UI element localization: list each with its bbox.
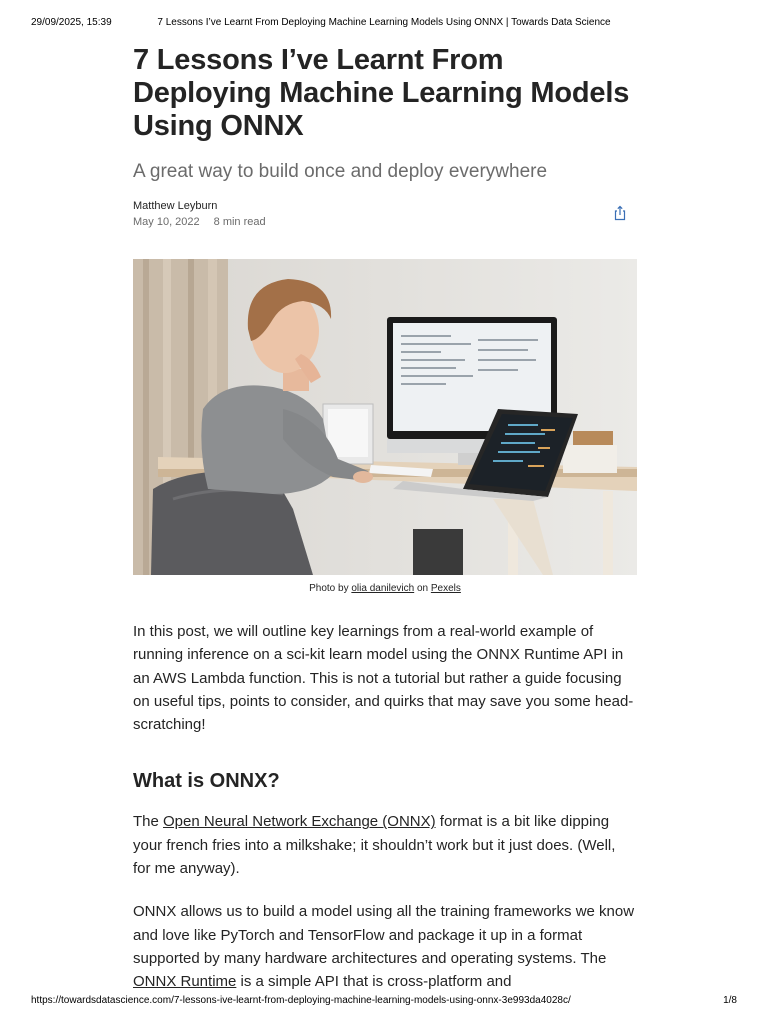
- p2-suffix: format is a bit like dipping your french fries into a milkshake; it shouldn’t work but it just does. (Well, for me anyway).: [133, 813, 616, 878]
- onnx-paragraph-2: [133, 900, 637, 993]
- article-meta: [133, 215, 637, 229]
- print-datetime: 29/09/2025, 15:39: [31, 17, 112, 28]
- author-name[interactable]: Matthew Leyburn: [133, 200, 218, 212]
- print-footer: [31, 995, 737, 1009]
- p2-prefix: The: [133, 813, 164, 831]
- print-url: https://towardsdatascience.com/7-lessons-ive-learnt-from-deploying-machine-learning-models-using-onnx-3e993da4028c/: [31, 995, 571, 1006]
- intro-paragraph: In this post, we will outline key learnings from a real-world example of running inference on a sci-kit learn model using the ONNX Runtime API in an AWS Lambda function. This is not a tutorial but rather a guide focusing on useful tips, points to consider, and quirks that may save you some head-scratching!: [133, 623, 634, 734]
- caption-prefix: Photo by: [309, 583, 352, 594]
- publish-date: May 10, 2022: [133, 216, 200, 228]
- p3-prefix: ONNX allows us to build a model using all the training frameworks we know and love like PyTorch and TensorFlow and package it up in a format supported by many hardware architectures and operating systems. The: [133, 903, 635, 967]
- onnx-link[interactable]: Open Neural Network Exchange (ONNX): [163, 813, 436, 831]
- photographer-link[interactable]: olia danilevich: [351, 583, 415, 594]
- section-heading-what-is-onnx: What is ONNX?: [133, 770, 280, 793]
- article-body: [133, 620, 637, 1014]
- pexels-link[interactable]: Pexels: [430, 583, 461, 594]
- print-page-title: 7 Lessons I’ve Learnt From Deploying Machine Learning Models Using ONNX | Towards Data Science: [157, 17, 611, 28]
- read-time: 8 min read: [213, 216, 266, 228]
- article-title: 7 Lessons I’ve Learnt From Deploying Machine Learning Models Using ONNX: [133, 44, 630, 142]
- p3-suffix: is a simple API that is cross-platform and: [236, 973, 512, 991]
- caption-middle: on: [414, 583, 431, 594]
- share-icon[interactable]: [613, 205, 627, 221]
- article-header: [133, 44, 637, 233]
- photo-caption: [133, 583, 637, 594]
- hero-photo: [133, 259, 637, 575]
- onnx-paragraph-1: [133, 810, 637, 880]
- print-header: [31, 17, 737, 31]
- print-page-number: 1/8: [723, 995, 737, 1006]
- byline: [133, 199, 637, 233]
- article-subtitle: A great way to build once and deploy everywhere: [133, 161, 548, 182]
- onnx-runtime-link[interactable]: ONNX Runtime: [133, 973, 237, 991]
